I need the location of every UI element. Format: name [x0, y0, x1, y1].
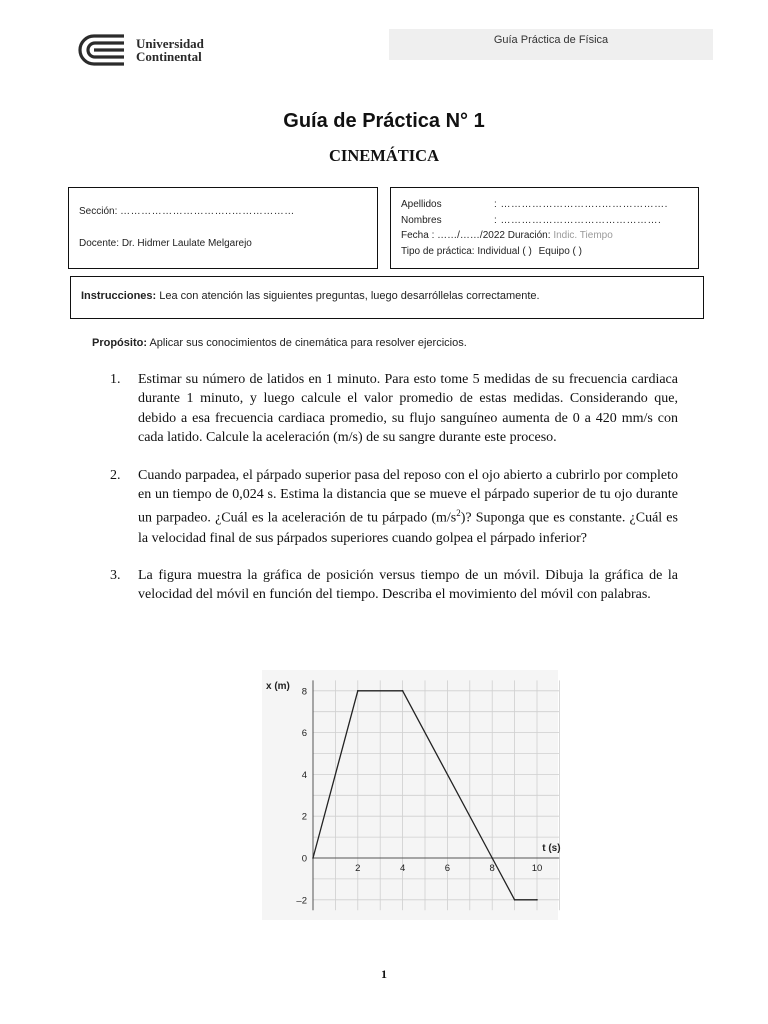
individual-label: Individual	[477, 246, 520, 257]
practice-type-line	[401, 246, 582, 257]
surname-field[interactable]: : ………………………..……………….	[494, 199, 668, 210]
page-number: 1	[381, 967, 387, 981]
section-label: Sección:	[79, 206, 118, 217]
series-point	[402, 690, 404, 692]
teacher-name: Dr. Hidmer Laulate Melgarejo	[121, 238, 252, 249]
x-tick-label: 6	[444, 863, 451, 874]
question-1	[110, 370, 678, 448]
question-text: Estimar su número de latidos en 1 minuto. Para esto tome 5 medidas de su frecuencia cardiaca durante 1 minuto, y luego calcule el valor promedio de estas medidas. Considerando que, debido a esa frecuencia cardiaca promedio, su flujo sanguíneo aumenta de 0 a 420 mm/s con cada latido. Calcule la aceleración (m/s) de su sangre durante este proceso.	[138, 372, 678, 446]
question-text-part-b: )? Suponga que es constante. ¿Cuál es la velocidad final de sus párpados superiores cuando golpea el párpado inferior?	[138, 511, 678, 546]
page-title: Guía de Práctica N° 1	[283, 110, 485, 132]
names-label: Nombres	[401, 215, 442, 226]
question-2	[110, 466, 678, 548]
university-name	[136, 37, 204, 63]
series-point	[514, 899, 516, 901]
section-teacher-box	[68, 187, 378, 269]
instructions-line	[81, 290, 540, 302]
university-logo	[80, 32, 230, 68]
names-field[interactable]: : ……………………………………….	[494, 215, 662, 226]
y-tick-label: 6	[301, 728, 307, 740]
y-tick-label: –2	[296, 895, 307, 907]
question-exponent: 2	[456, 508, 461, 519]
university-logo-icon	[80, 33, 130, 67]
duration-label: Duración:	[507, 230, 551, 241]
team-label: Equipo	[538, 246, 570, 257]
section-field[interactable]: …………………………..………………	[120, 206, 295, 217]
team-checkbox[interactable]: ( )	[572, 246, 582, 257]
duration-value: Indic. Tiempo	[553, 230, 613, 241]
y-tick-label: 4	[301, 769, 307, 781]
instructions-text: Lea con atención las siguientes preguntas, luego desarróllelas correctamente.	[159, 290, 540, 302]
question-list	[110, 370, 678, 623]
y-tick-label: 8	[301, 686, 307, 698]
x-tick-label: 8	[489, 863, 495, 874]
teacher-label: Docente:	[79, 238, 120, 249]
question-text	[138, 466, 678, 548]
x-tick-label: 10	[531, 863, 543, 874]
student-info-box	[390, 187, 699, 269]
header-guide-label: Guía Práctica de Física	[389, 29, 713, 60]
series-point	[312, 857, 314, 859]
teacher-line	[79, 238, 252, 249]
individual-checkbox[interactable]: ( )	[522, 246, 532, 257]
instructions-box	[70, 276, 704, 319]
x-axis-label: t (s)	[542, 843, 561, 854]
series-point	[536, 899, 538, 901]
purpose-line	[92, 337, 467, 349]
date-label: Fecha	[401, 230, 429, 241]
series-point	[357, 690, 359, 692]
surname-label: Apellidos	[401, 199, 442, 210]
series-point	[491, 857, 493, 859]
section-line	[79, 206, 295, 217]
question-number: 2.	[110, 467, 121, 483]
instructions-label: Instrucciones:	[81, 290, 157, 302]
x-tick-label: 2	[355, 863, 361, 874]
position-time-chart	[262, 670, 561, 920]
university-name-line2: Continental	[136, 49, 202, 64]
purpose-text: Aplicar sus conocimientos de cinemática para resolver ejercicios.	[149, 337, 467, 349]
question-number: 1.	[110, 372, 121, 387]
date-field[interactable]: : ……/……/2022	[431, 230, 505, 241]
page-subtitle: CINEMÁTICA	[328, 146, 439, 165]
practice-type-label: Tipo de práctica:	[401, 246, 475, 257]
question-number: 3.	[110, 567, 121, 583]
y-tick-label: 0	[301, 853, 307, 865]
date-line	[401, 230, 613, 241]
question-text-part-a: Cuando parpadea, el párpado superior pasa del reposo con el ojo abierto a cubrirlo por completo en un tiempo de 0,024 s. Estima la distancia que se mueve el párpado superior de tu ojo durante un parpadeo. ¿Cuál es la aceleración de tu párpado (m/s	[138, 467, 678, 527]
question-3	[110, 566, 678, 605]
university-name-line1: Universidad	[136, 36, 204, 51]
question-text: La figura muestra la gráfica de posición versus tiempo de un móvil. Dibuja la gráfica de la velocidad del móvil en función del tiempo. Describa el movimiento del móvil con palabras.	[138, 567, 678, 603]
purpose-label: Propósito:	[92, 337, 147, 349]
x-tick-label: 4	[399, 863, 406, 874]
y-tick-label: 2	[301, 811, 307, 823]
y-axis-label: x (m)	[266, 681, 290, 692]
